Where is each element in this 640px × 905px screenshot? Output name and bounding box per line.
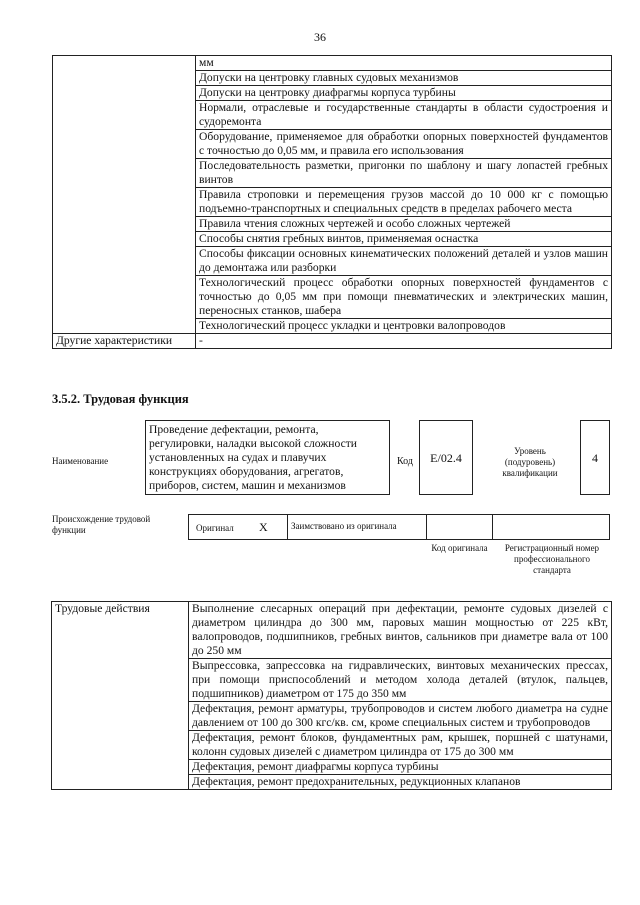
reg-number-caption: Регистрационный номер профессионального стандарта	[504, 543, 600, 575]
level-label: Уровень (подуровень) квалификации	[502, 446, 558, 478]
page-number: 36	[314, 30, 326, 44]
origin-code-cell	[426, 514, 493, 540]
origin-label: Происхождение трудовой функции	[52, 514, 151, 535]
level-value-box: 4	[580, 420, 610, 495]
labor-action-row: Дефектация, ремонт предохранительных, редукционных клапанов	[189, 775, 612, 790]
code-original-caption: Код оригинала	[431, 543, 488, 553]
knowledge-row: Технологический процесс укладки и центровки валопроводов	[196, 319, 612, 334]
code-label: Код	[397, 456, 413, 467]
section-title: 3.5.2. Трудовая функция	[52, 392, 189, 406]
borrowed-label: Заимствовано из оригинала	[291, 521, 397, 531]
labor-actions-table	[51, 601, 612, 790]
knowledge-row: Способы снятия гребных винтов, применяемая оснастка	[196, 232, 612, 247]
knowledge-table	[52, 55, 612, 349]
other-characteristics-label: Другие характеристики	[53, 334, 196, 349]
knowledge-label-cell	[53, 56, 196, 334]
labor-action-row: Дефектация, ремонт блоков, фундаментных рам, крышек, поршней с шатунами, колонн судовых дизелей с диаметром цилиндра от 175 до 300 мм	[189, 731, 612, 760]
origin-reg-cell	[492, 514, 610, 540]
knowledge-row: Нормали, отраслевые и государственные стандарты в области судостроения и судоремонта	[196, 101, 612, 130]
original-mark: X	[259, 520, 268, 534]
labor-action-row: Дефектация, ремонт арматуры, трубопроводов и систем любого диаметра на судне давлением от 100 до 300 кгс/кв. см, кроме специальных систем и трубопроводов	[189, 702, 612, 731]
function-code-box: E/02.4	[419, 420, 473, 495]
knowledge-row: Допуски на центровку диафрагмы корпуса турбины	[196, 86, 612, 101]
knowledge-row: Правила строповки и перемещения грузов массой до 10 000 кг с помощью подъемно-транспортных и специальных средств в пределах рабочего места	[196, 188, 612, 217]
labor-actions-label: Трудовые действия	[52, 602, 189, 790]
labor-action-row: Выпрессовка, запрессовка на гидравлических, винтовых механических прессах, при помощи приспособлений и методом холода деталей (втулок, пальцев, подшипников) диаметром от 175 до 350 мм	[189, 659, 612, 702]
knowledge-row: Способы фиксации основных кинематических положений деталей и узлов машин до демонтажа или разборки	[196, 247, 612, 276]
knowledge-row: Технологический процесс обработки опорных поверхностей фундаментов с точностью до 0,05 мм при помощи пневматических и электрических машин, переносных станков, шабера	[196, 276, 612, 319]
other-characteristics-value: -	[196, 334, 612, 349]
knowledge-row: Допуски на центровку главных судовых механизмов	[196, 71, 612, 86]
original-label: Оригинал	[196, 523, 234, 533]
labor-action-row: Выполнение слесарных операций при дефектации, ремонте судовых дизелей с диаметром цилиндра до 300 мм, паровых машин мощностью от 225 кВт, валопроводов, подшипников, гребных винтов, сальников при диаметре вала от 100 до 250 мм	[189, 602, 612, 659]
knowledge-row: мм	[196, 56, 612, 71]
knowledge-row: Оборудование, применяемое для обработки опорных поверхностей фундаментов с точностью до 0,05 мм, и правила его использования	[196, 130, 612, 159]
origin-original-cell	[188, 514, 288, 540]
name-label: Наименование	[52, 456, 109, 466]
knowledge-row: Правила чтения сложных чертежей и особо сложных чертежей	[196, 217, 612, 232]
labor-action-row: Дефектация, ремонт диафрагмы корпуса турбины	[189, 760, 612, 775]
function-name-box: Проведение дефектации, ремонта, регулировки, наладки высокой сложности установленных на судах и плавучих конструкциях оборудования, агрегатов, приборов, систем, машин и механизмов	[145, 420, 390, 495]
knowledge-row: Последовательность разметки, пригонки по шаблону и шагу лопастей гребных винтов	[196, 159, 612, 188]
